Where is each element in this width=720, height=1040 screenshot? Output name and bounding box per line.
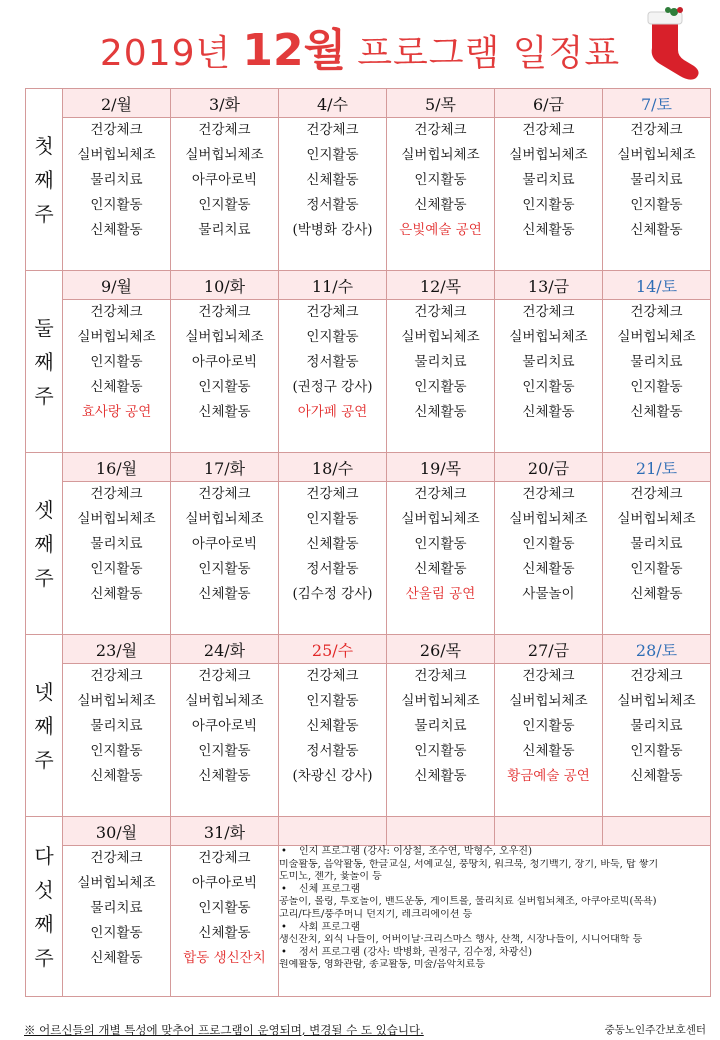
- week-label-char: 째: [34, 167, 54, 192]
- day-programs: [279, 482, 387, 635]
- program-item: 신체활동: [630, 404, 683, 420]
- program-item: 인지활동: [414, 172, 467, 188]
- day-programs: [603, 482, 711, 635]
- program-item: 신체활동: [522, 743, 575, 759]
- program-item: 신체활동: [414, 404, 467, 420]
- week-header-row: [26, 89, 711, 118]
- program-item: 건강체크: [90, 304, 143, 320]
- program-item: 건강체크: [630, 122, 683, 138]
- program-item: 정서활동: [306, 743, 359, 759]
- program-item: (박병화 강사): [292, 222, 373, 238]
- program-item: 실버힙뇌체조: [77, 329, 156, 345]
- day-programs: [171, 300, 279, 453]
- day-header: 7/토: [603, 89, 711, 118]
- program-item: 아쿠아로빅: [191, 172, 258, 188]
- program-item: 아쿠아로빅: [191, 536, 258, 552]
- week-label-char: 주: [34, 565, 54, 590]
- week-header-row: [26, 635, 711, 664]
- program-item: 물리치료: [522, 354, 575, 370]
- day-programs: [171, 482, 279, 635]
- week-items-row: [26, 482, 711, 635]
- day-header: 5/목: [387, 89, 495, 118]
- program-item: 황금예술 공연: [507, 768, 590, 784]
- day-header: 11/수: [279, 271, 387, 300]
- day-programs: [495, 664, 603, 817]
- program-item: 물리치료: [90, 900, 143, 916]
- week-label-char: 째: [34, 531, 54, 556]
- program-item: 물리치료: [90, 536, 143, 552]
- program-item: 건강체크: [306, 122, 359, 138]
- program-item: 물리치료: [630, 718, 683, 734]
- program-item: 인지활동: [522, 379, 575, 395]
- day-programs: [279, 300, 387, 453]
- program-item: 신체활동: [90, 222, 143, 238]
- day-header: 4/수: [279, 89, 387, 118]
- week-label: [26, 271, 63, 453]
- program-item: 실버힙뇌체조: [617, 693, 696, 709]
- program-item: 실버힙뇌체조: [401, 511, 480, 527]
- week-items-row: [26, 846, 711, 997]
- program-item: 신체활동: [198, 925, 251, 941]
- day-header: 6/금: [495, 89, 603, 118]
- note-heading: • 정서 프로그램 (강사: 박병화, 권정구, 김수정, 차광신): [279, 947, 710, 960]
- program-item: 물리치료: [630, 172, 683, 188]
- program-item: 인지활동: [306, 147, 359, 163]
- program-item: 정서활동: [306, 354, 359, 370]
- program-item: 건강체크: [90, 122, 143, 138]
- program-item: 정서활동: [306, 197, 359, 213]
- program-item: 건강체크: [414, 668, 467, 684]
- program-item: 신체활동: [522, 222, 575, 238]
- day-header: 24/화: [171, 635, 279, 664]
- week-label-char: 섯: [34, 877, 54, 902]
- program-item: 은빛예술 공연: [399, 222, 482, 238]
- program-item: 건강체크: [522, 486, 575, 502]
- week-header-row: [26, 271, 711, 300]
- day-header: 18/수: [279, 453, 387, 482]
- program-notes: [279, 846, 711, 997]
- program-item: 물리치료: [630, 354, 683, 370]
- week-label: [26, 817, 63, 997]
- week-label-char: 셋: [34, 497, 54, 522]
- week-label-char: 둘: [34, 315, 54, 340]
- program-item: 신체활동: [414, 768, 467, 784]
- title-rest: 프로그램 일정표: [357, 33, 621, 74]
- program-item: 신체활동: [198, 768, 251, 784]
- week-items-row: [26, 118, 711, 271]
- day-programs: [63, 482, 171, 635]
- day-header: 13/금: [495, 271, 603, 300]
- week-label-char: 주: [34, 747, 54, 772]
- week-label: [26, 635, 63, 817]
- program-item: (차광신 강사): [292, 768, 373, 784]
- week-label-char: 째: [34, 911, 54, 936]
- program-item: 아가페 공연: [297, 404, 368, 420]
- day-header: 2/월: [63, 89, 171, 118]
- note-heading: • 신체 프로그램: [279, 884, 710, 897]
- program-item: 인지활동: [306, 329, 359, 345]
- program-item: 건강체크: [198, 304, 251, 320]
- day-programs: [387, 482, 495, 635]
- day-header: 28/토: [603, 635, 711, 664]
- program-item: 인지활동: [414, 536, 467, 552]
- program-item: 건강체크: [90, 668, 143, 684]
- program-item: 건강체크: [306, 668, 359, 684]
- program-item: 건강체크: [414, 304, 467, 320]
- day-header: 21/토: [603, 453, 711, 482]
- program-item: 실버힙뇌체조: [77, 511, 156, 527]
- day-programs: [387, 300, 495, 453]
- program-item: (권정구 강사): [292, 379, 373, 395]
- program-item: 건강체크: [522, 122, 575, 138]
- program-item: 실버힙뇌체조: [509, 147, 588, 163]
- program-item: 효사랑 공연: [81, 404, 152, 420]
- program-item: 물리치료: [90, 172, 143, 188]
- program-item: 건강체크: [90, 486, 143, 502]
- program-item: 인지활동: [630, 197, 683, 213]
- program-item: 인지활동: [414, 379, 467, 395]
- program-item: 인지활동: [198, 379, 251, 395]
- center-name: 중동노인주간보호센터: [604, 1024, 706, 1036]
- program-item: 실버힙뇌체조: [617, 329, 696, 345]
- page-title: [0, 14, 720, 78]
- program-item: 실버힙뇌체조: [185, 511, 264, 527]
- note-body: 생신잔치, 외식 나들이, 어버이날·크리스마스 행사, 산책, 시장나들이, 시니어대학 등: [279, 934, 643, 946]
- empty-day-header: [387, 817, 495, 846]
- program-item: 건강체크: [198, 668, 251, 684]
- program-item: 실버힙뇌체조: [617, 511, 696, 527]
- program-item: 신체활동: [90, 768, 143, 784]
- week-label-char: 첫: [34, 133, 54, 158]
- program-item: 신체활동: [522, 561, 575, 577]
- program-item: 인지활동: [522, 536, 575, 552]
- program-item: 인지활동: [90, 925, 143, 941]
- day-programs: [495, 300, 603, 453]
- program-item: 신체활동: [414, 561, 467, 577]
- week-header-row: [26, 817, 711, 846]
- week-label-char: 째: [34, 349, 54, 374]
- program-item: 신체활동: [198, 586, 251, 602]
- day-header: 9/월: [63, 271, 171, 300]
- day-programs: [603, 300, 711, 453]
- program-item: 건강체크: [414, 122, 467, 138]
- note-heading: • 인지 프로그램 (강사: 이상철, 조수연, 박형수, 오우진): [279, 846, 710, 859]
- empty-day-header: [495, 817, 603, 846]
- program-item: 인지활동: [522, 718, 575, 734]
- program-item: 인지활동: [90, 561, 143, 577]
- day-header: 10/화: [171, 271, 279, 300]
- program-item: 인지활동: [306, 693, 359, 709]
- program-item: 신체활동: [306, 172, 359, 188]
- week-label-char: 째: [34, 713, 54, 738]
- day-programs: [387, 118, 495, 271]
- program-item: 실버힙뇌체조: [77, 875, 156, 891]
- christmas-stocking-icon: [634, 6, 706, 82]
- program-item: 건강체크: [306, 304, 359, 320]
- empty-day-header: [279, 817, 387, 846]
- note-body: 도미노, 젠가, 윷놀이 등: [279, 871, 382, 883]
- day-programs: [279, 118, 387, 271]
- program-item: 인지활동: [198, 743, 251, 759]
- program-item: 신체활동: [90, 586, 143, 602]
- program-item: 건강체크: [414, 486, 467, 502]
- program-item: 인지활동: [630, 561, 683, 577]
- program-item: 인지활동: [198, 561, 251, 577]
- program-item: 물리치료: [522, 172, 575, 188]
- program-item: 신체활동: [90, 950, 143, 966]
- day-header: 23/월: [63, 635, 171, 664]
- program-item: 건강체크: [90, 850, 143, 866]
- note-body: 공놀이, 볼링, 투호놀이, 밴드운동, 게이트볼, 물리치료 실버힙뇌체조, 아쿠아로빅(목욕): [279, 896, 657, 908]
- program-item: 물리치료: [198, 222, 251, 238]
- week-label-char: 다: [34, 843, 54, 868]
- program-item: 신체활동: [630, 768, 683, 784]
- footer-note: ※ 어르신들의 개별 특성에 맞추어 프로그램이 운영되며, 변경될 수 도 있습니다.: [24, 1023, 424, 1037]
- program-item: 인지활동: [90, 743, 143, 759]
- day-header: 12/목: [387, 271, 495, 300]
- program-item: 실버힙뇌체조: [401, 693, 480, 709]
- week-label-char: 주: [34, 201, 54, 226]
- note-body: 고리/다트/풍주머니 던지기, 레크리에이션 등: [279, 908, 473, 920]
- day-programs: [603, 664, 711, 817]
- program-item: 신체활동: [414, 197, 467, 213]
- week-label: [26, 453, 63, 635]
- week-label-char: 주: [34, 383, 54, 408]
- note-body: 원예활동, 영화관람, 종교활동, 미술/음악치료등: [279, 959, 485, 971]
- week-items-row: [26, 300, 711, 453]
- program-item: 실버힙뇌체조: [509, 511, 588, 527]
- program-item: 실버힙뇌체조: [401, 147, 480, 163]
- day-header: 27/금: [495, 635, 603, 664]
- program-item: 실버힙뇌체조: [185, 329, 264, 345]
- program-item: 신체활동: [90, 379, 143, 395]
- day-programs: [171, 846, 279, 997]
- day-programs: [387, 664, 495, 817]
- program-item: 실버힙뇌체조: [509, 693, 588, 709]
- program-item: 건강체크: [198, 486, 251, 502]
- note-body: 미술활동, 음악활동, 한글교실, 서예교실, 풍땅치, 워크북, 청기백기, 장기, 바둑, 탑 쌓기: [279, 858, 659, 870]
- program-item: 신체활동: [630, 586, 683, 602]
- day-programs: [279, 664, 387, 817]
- program-item: 물리치료: [414, 718, 467, 734]
- program-item: 실버힙뇌체조: [77, 147, 156, 163]
- program-item: 건강체크: [522, 304, 575, 320]
- day-header: 14/토: [603, 271, 711, 300]
- program-item: 합동 생신잔치: [183, 950, 266, 966]
- day-header: 20/금: [495, 453, 603, 482]
- title-month: 12월: [242, 25, 347, 76]
- program-item: 인지활동: [414, 743, 467, 759]
- day-header: 3/화: [171, 89, 279, 118]
- day-programs: [171, 118, 279, 271]
- empty-day-header: [603, 817, 711, 846]
- day-programs: [63, 118, 171, 271]
- program-item: 인지활동: [630, 743, 683, 759]
- day-programs: [603, 118, 711, 271]
- program-item: 정서활동: [306, 561, 359, 577]
- program-item: 아쿠아로빅: [191, 354, 258, 370]
- week-label: [26, 89, 63, 271]
- schedule-table: [25, 88, 711, 997]
- day-programs: [63, 664, 171, 817]
- week-header-row: [26, 453, 711, 482]
- day-programs: [63, 846, 171, 997]
- program-item: 아쿠아로빅: [191, 718, 258, 734]
- program-item: 신체활동: [198, 404, 251, 420]
- program-item: 물리치료: [90, 718, 143, 734]
- program-item: 인지활동: [198, 197, 251, 213]
- day-header: 25/수: [279, 635, 387, 664]
- day-programs: [495, 482, 603, 635]
- program-item: 실버힙뇌체조: [401, 329, 480, 345]
- day-programs: [171, 664, 279, 817]
- program-item: 신체활동: [630, 222, 683, 238]
- day-header: 19/목: [387, 453, 495, 482]
- program-item: 신체활동: [306, 536, 359, 552]
- day-header: 17/화: [171, 453, 279, 482]
- program-item: 실버힙뇌체조: [185, 693, 264, 709]
- week-items-row: [26, 664, 711, 817]
- day-header: 30/월: [63, 817, 171, 846]
- title-year: 2019년: [99, 33, 232, 74]
- program-item: 산울림 공연: [405, 586, 476, 602]
- program-item: 건강체크: [630, 304, 683, 320]
- program-item: 신체활동: [522, 404, 575, 420]
- week-label-char: 주: [34, 945, 54, 970]
- program-item: 물리치료: [630, 536, 683, 552]
- program-item: 건강체크: [198, 850, 251, 866]
- program-item: 인지활동: [90, 354, 143, 370]
- program-item: 실버힙뇌체조: [617, 147, 696, 163]
- program-item: 아쿠아로빅: [191, 875, 258, 891]
- day-header: 16/월: [63, 453, 171, 482]
- note-heading: • 사회 프로그램: [279, 922, 710, 935]
- program-item: 건강체크: [522, 668, 575, 684]
- program-item: 인지활동: [198, 900, 251, 916]
- program-item: 실버힙뇌체조: [77, 693, 156, 709]
- program-item: 건강체크: [630, 486, 683, 502]
- day-header: 26/목: [387, 635, 495, 664]
- program-item: 인지활동: [306, 511, 359, 527]
- program-item: 인지활동: [630, 379, 683, 395]
- program-item: 인지활동: [522, 197, 575, 213]
- program-item: 신체활동: [306, 718, 359, 734]
- program-item: 인지활동: [90, 197, 143, 213]
- program-item: 건강체크: [630, 668, 683, 684]
- day-programs: [495, 118, 603, 271]
- program-item: 실버힙뇌체조: [509, 329, 588, 345]
- program-item: 건강체크: [306, 486, 359, 502]
- program-item: (김수정 강사): [292, 586, 373, 602]
- week-label-char: 넷: [34, 679, 54, 704]
- program-item: 실버힙뇌체조: [185, 147, 264, 163]
- program-item: 건강체크: [198, 122, 251, 138]
- day-programs: [63, 300, 171, 453]
- day-header: 31/화: [171, 817, 279, 846]
- program-item: 사물놀이: [522, 586, 575, 602]
- program-item: 물리치료: [414, 354, 467, 370]
